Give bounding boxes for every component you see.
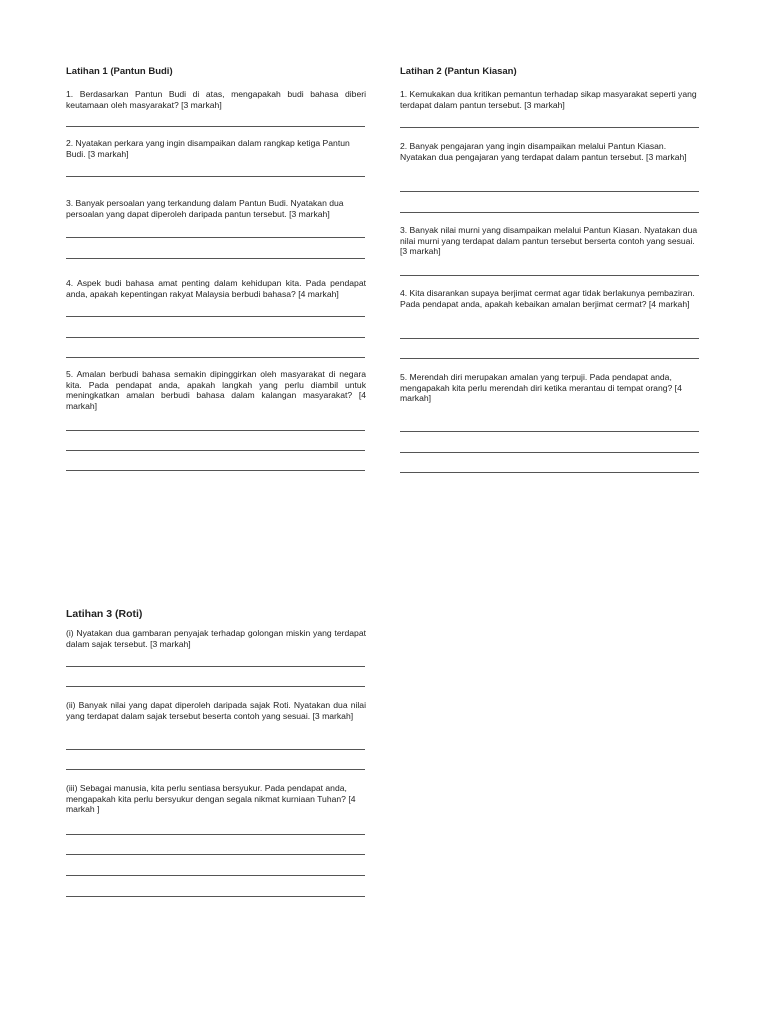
answer-line: [400, 191, 699, 192]
answer-line: [66, 357, 365, 358]
answer-line: [66, 875, 365, 876]
latihan3-title: Latihan 3 (Roti): [66, 608, 143, 620]
answer-line: [66, 854, 365, 855]
latihan1-section: [66, 66, 366, 78]
answer-line: [66, 430, 365, 431]
latihan3-question-3: (iii) Sebagai manusia, kita perlu sentiasa bersyukur. Pada pendapat anda, mengapakah kita perlu bersyukur dengan segala nikmat kurniaan Tuhan? [4 markah ]: [66, 783, 356, 815]
answer-line: [400, 212, 699, 213]
answer-line: [66, 470, 365, 471]
latihan2-question-2: 2. Banyak pengajaran yang ingin disampaikan melalui Pantun Kiasan. Nyatakan dua pengajaran yang terdapat dalam pantun tersebut. [3 markah]: [400, 141, 687, 162]
latihan1-question-1: 1. Berdasarkan Pantun Budi di atas, mengapakah budi bahasa diberi keutamaan oleh masyarakat? [3 markah]: [66, 89, 366, 110]
latihan2-question-5: 5. Merendah diri merupakan amalan yang terpuji. Pada pendapat anda, mengapakah kita perlu merendah diri ketika merantau di tempat orang? [4 markah]: [400, 372, 682, 404]
answer-line: [400, 472, 699, 473]
answer-line: [66, 686, 365, 687]
latihan2-question-3: 3. Banyak nilai murni yang disampaikan melalui Pantun Kiasan. Nyatakan dua nilai murni yang terdapat dalam pantun tersebut berserta contoh yang sesuai. [3 markah]: [400, 225, 698, 257]
latihan3-question-2: (ii) Banyak nilai yang dapat diperoleh daripada sajak Roti. Nyatakan dua nilai yang terdapat dalam sajak tersebut beserta contoh yang sesuai. [3 markah]: [66, 700, 366, 721]
answer-line: [66, 666, 365, 667]
latihan3-question-1: (i) Nyatakan dua gambaran penyajak terhadap golongan miskin yang terdapat dalam sajak tersebut. [3 markah]: [66, 628, 366, 649]
answer-line: [400, 431, 699, 432]
answer-line: [66, 258, 365, 259]
latihan2-title: Latihan 2 (Pantun Kiasan): [400, 66, 517, 77]
answer-line: [400, 275, 699, 276]
latihan1-title: Latihan 1 (Pantun Budi): [66, 66, 173, 77]
answer-line: [66, 126, 365, 127]
answer-line: [66, 769, 365, 770]
latihan1-question-5: 5. Amalan berbudi bahasa semakin dipinggirkan oleh masyarakat di negara kita. Pada pendapat anda, apakah langkah yang perlu diambil untuk meningkatkan amalan berbudi bahasa dalam kalangan masyarakat? [4 markah]: [66, 369, 366, 411]
latihan1-question-4: 4. Aspek budi bahasa amat penting dalam kehidupan kita. Pada pendapat anda, apakah kepentingan rakyat Malaysia berbudi bahasa? [4 markah]: [66, 278, 366, 299]
latihan1-question-3: 3. Banyak persoalan yang terkandung dalam Pantun Budi. Nyatakan dua persoalan yang dapat diperoleh daripada pantun tersebut. [3 markah]: [66, 198, 344, 219]
latihan2-question-1: 1. Kemukakan dua kritikan pemantun terhadap sikap masyarakat seperti yang terdapat dalam pantun tersebut. [3 markah]: [400, 89, 697, 110]
answer-line: [66, 749, 365, 750]
answer-line: [400, 358, 699, 359]
latihan2-question-4: 4. Kita disarankan supaya berjimat cermat agar tidak berlakunya pembaziran. Pada pendapat anda, apakah kebaikan amalan berjimat cermat? [4 markah]: [400, 288, 695, 309]
answer-line: [400, 338, 699, 339]
answer-line: [66, 450, 365, 451]
answer-line: [66, 176, 365, 177]
answer-line: [66, 896, 365, 897]
answer-line: [66, 337, 365, 338]
answer-line: [66, 237, 365, 238]
answer-line: [400, 452, 699, 453]
answer-line: [66, 316, 365, 317]
answer-line: [66, 834, 365, 835]
answer-line: [400, 127, 699, 128]
latihan1-question-2: 2. Nyatakan perkara yang ingin disampaikan dalam rangkap ketiga Pantun Budi. [3 markah]: [66, 138, 350, 159]
